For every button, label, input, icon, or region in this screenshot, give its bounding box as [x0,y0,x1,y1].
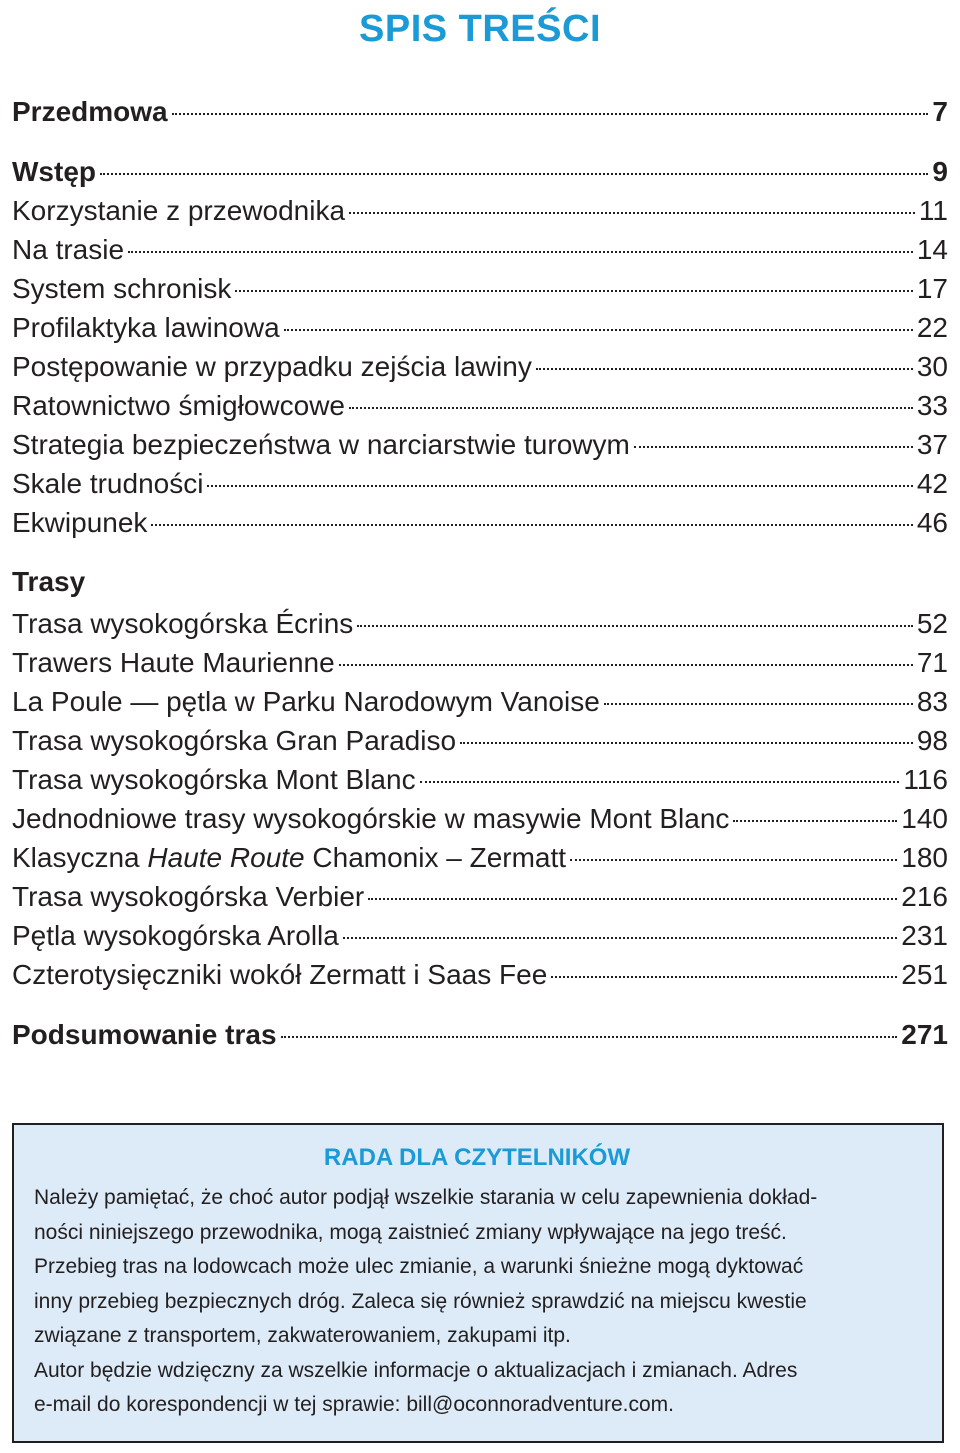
toc-entry-label: Trasa wysokogórska Écrins [12,608,354,639]
toc-entry-page: 11 [918,195,948,226]
toc-entry-label: Trasa wysokogórska Gran Paradiso [12,725,457,756]
toc-entry[interactable] [12,955,948,994]
toc-entry-label: Ratownictwo śmigłowcowe [12,390,346,421]
toc-entry-label: Strategia bezpieczeństwa w narciarstwie turowym [12,429,630,460]
toc-entry[interactable] [12,347,948,386]
toc-entry-label: Przedmowa [12,96,168,127]
toc-entry-page: 52 [916,608,948,639]
leader-dots [128,250,913,253]
toc-entry-label: Pętla wysokogórska Arolla [12,920,339,951]
reader-notice-box [12,1123,944,1443]
leader-dots [357,624,913,627]
toc-entry-page: 251 [901,959,948,990]
toc-entry-page: 216 [901,881,948,912]
toc-entry[interactable] [12,425,948,464]
leader-dots [460,741,913,744]
leader-dots [100,172,928,175]
toc-entry-page: 42 [916,468,948,499]
leader-dots [420,780,900,783]
toc-entry[interactable] [12,760,948,799]
notice-line: związane z transportem, zakwaterowaniem, zakupami itp. [34,1324,571,1347]
leader-dots [634,445,913,448]
toc-entry-label: Czterotysięczniki wokół Zermatt i Saas Fee [12,959,548,990]
toc-entry-label: Skale trudności [12,468,204,499]
notice-heading: RADA DLA CZYTELNIKÓW [323,1144,631,1171]
toc-entry[interactable] [12,269,948,308]
toc-entry-page: 9 [932,156,948,187]
toc-entry-page: 7 [932,96,948,127]
toc-entry-label: Postępowanie w przypadku zejścia lawiny [12,351,532,382]
toc-entry[interactable] [12,838,948,877]
leader-dots [339,663,913,666]
toc-entry-label: Podsumowanie tras [12,1019,277,1050]
toc-entry[interactable] [12,464,948,503]
toc-entry-label: Korzystanie z przewodnika [12,195,346,226]
toc-entry-label: Na trasie [12,234,125,265]
notice-line: ności niniejszego przewodnika, mogą zaistnieć zmiany wpływające na jego treść. [34,1220,787,1244]
toc-entry-page: 14 [916,234,948,265]
notice-text [34,1181,920,1423]
page-title: SPIS TREŚCI [359,8,601,50]
toc-entry-page: 22 [916,312,948,343]
toc-entry-podsumowanie[interactable] [12,1015,948,1054]
toc-entry-label: Jednodniowe trasy wysokogórskie w masywie Mont Blanc [12,803,730,834]
toc-entry-page: 180 [901,842,948,873]
toc-entry-label: Trasa wysokogórska Verbier [12,881,365,912]
notice-line: Autor będzie wdzięczny za wszelkie informacje o aktualizacjach i zmianach. Adres [34,1358,798,1382]
leader-dots [570,858,897,861]
toc-entry-wstep[interactable] [12,152,948,191]
toc-entry[interactable] [12,721,948,760]
toc-entry-page: 83 [916,686,948,717]
leader-dots [284,328,913,331]
toc-entry-label: Klasyczna Haute Route Chamonix – Zermatt [12,842,567,873]
toc-entry-page: 98 [916,725,948,756]
toc-entry-label: Ekwipunek [12,507,148,538]
toc-entry-label: Trawers Haute Maurienne [12,647,335,678]
toc-entry[interactable] [12,386,948,425]
toc-entry-label: Wstęp [12,156,96,187]
route-list [12,604,948,994]
leader-dots [349,211,915,214]
notice-line: Przebieg tras na lodowcach może ulec zmianie, a warunki śnieżne mogą dyktować [34,1255,804,1278]
leader-dots [604,702,913,705]
toc-entry-page: 231 [901,920,948,951]
leader-dots [343,936,897,939]
notice-line: inny przebieg bezpiecznych dróg. Zaleca się również sprawdzić na miejscu kwestie [34,1289,807,1313]
toc-entry[interactable] [12,503,948,542]
table-of-contents [12,92,948,1054]
notice-line: e-mail do korespondencji w tej sprawie: bill@oconnoradventure.com. [34,1393,674,1416]
toc-entry-page: 30 [916,351,948,382]
leader-dots [235,289,912,292]
leader-dots [349,406,913,409]
toc-entry-page: 71 [916,647,948,678]
leader-dots [733,819,897,822]
toc-entry-label: System schronisk [12,273,232,304]
toc-entry-page: 116 [903,764,948,795]
toc-entry[interactable] [12,916,948,955]
toc-entry[interactable] [12,604,948,643]
toc-entry-label: Profilaktyka lawinowa [12,312,280,343]
toc-entry[interactable] [12,308,948,347]
leader-dots [368,897,897,900]
toc-entry-page: 140 [901,803,948,834]
section-heading-trasy: Trasy [12,566,86,597]
leader-dots [551,975,897,978]
toc-entry-page: 33 [916,390,948,421]
leader-dots [536,367,913,370]
leader-dots [207,484,912,487]
leader-dots [172,112,929,115]
toc-entry-page: 37 [916,429,948,460]
toc-entry-label: Trasa wysokogórska Mont Blanc [12,764,416,795]
toc-entry[interactable] [12,799,948,838]
toc-entry-label: La Poule — pętla w Parku Narodowym Vanoise [12,686,600,717]
notice-line: Należy pamiętać, że choć autor podjął wszelkie starania w celu zapewnienia dokład- [34,1186,818,1209]
toc-entry[interactable] [12,230,948,269]
toc-entry-page: 271 [901,1019,948,1050]
toc-entry[interactable] [12,877,948,916]
leader-dots [281,1035,898,1038]
toc-entry-page: 46 [916,507,948,538]
toc-entry-page: 17 [916,273,948,304]
toc-entry[interactable] [12,682,948,721]
toc-entry[interactable] [12,643,948,682]
toc-entry[interactable] [12,191,948,230]
intro-list [12,191,948,542]
leader-dots [151,523,912,526]
toc-entry-przedmowa[interactable] [12,92,948,131]
